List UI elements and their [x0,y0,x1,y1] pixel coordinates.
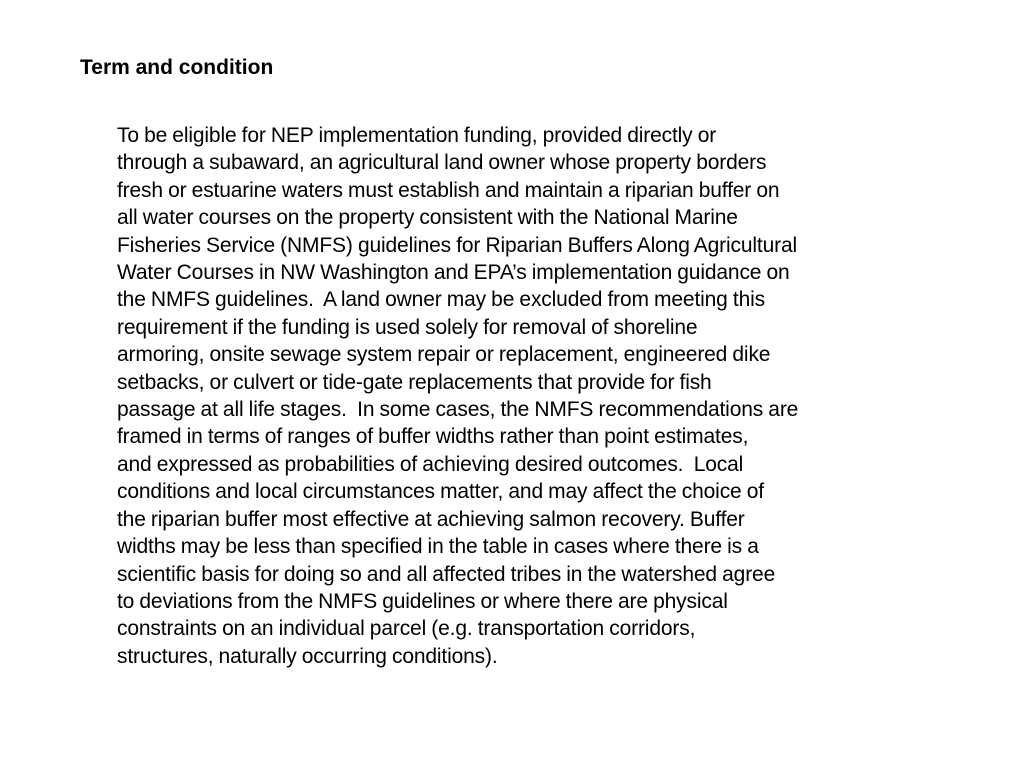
body-line: passage at all life stages. In some cases, the NMFS recommendations are [117,398,799,422]
body-line: To be eligible for NEP implementation funding, provided directly or [117,124,717,147]
body-line: fresh or estuarine waters must establish and maintain a riparian buffer on [117,178,780,202]
body-line: Water Courses in NW Washington and EPA’s implementation guidance on [117,261,790,285]
body-line: the riparian buffer most effective at achieving salmon recovery. Buffer [117,507,745,531]
body-line: framed in terms of ranges of buffer widths rather than point estimates, [117,425,749,449]
slide-body-paragraph [117,122,997,670]
body-line: through a subaward, an agricultural land owner whose property borders [117,151,767,175]
slide-title: Term and condition [80,56,274,79]
body-line: armoring, onsite sewage system repair or replacement, engineered dike [117,343,771,367]
body-line: all water courses on the property consistent with the National Marine [117,206,738,230]
body-line: requirement if the funding is used solely for removal of shoreline [117,315,698,339]
body-line: to deviations from the NMFS guidelines or where there are physical [117,589,728,613]
body-line: constraints on an individual parcel (e.g. transportation corridors, [117,617,696,641]
body-line: Fisheries Service (NMFS) guidelines for Riparian Buffers Along Agricultural [117,233,797,257]
body-line: and expressed as probabilities of achieving desired outcomes. Local [117,452,744,476]
body-line: conditions and local circumstances matter, and may affect the choice of [117,480,764,504]
body-line: the NMFS guidelines. A land owner may be excluded from meeting this [117,288,765,312]
body-line: widths may be less than specified in the table in cases where there is a [117,535,759,559]
body-line: structures, naturally occurring conditions). [117,644,498,668]
body-line: scientific basis for doing so and all affected tribes in the watershed agree [117,562,776,586]
body-line: setbacks, or culvert or tide-gate replacements that provide for fish [117,370,712,394]
